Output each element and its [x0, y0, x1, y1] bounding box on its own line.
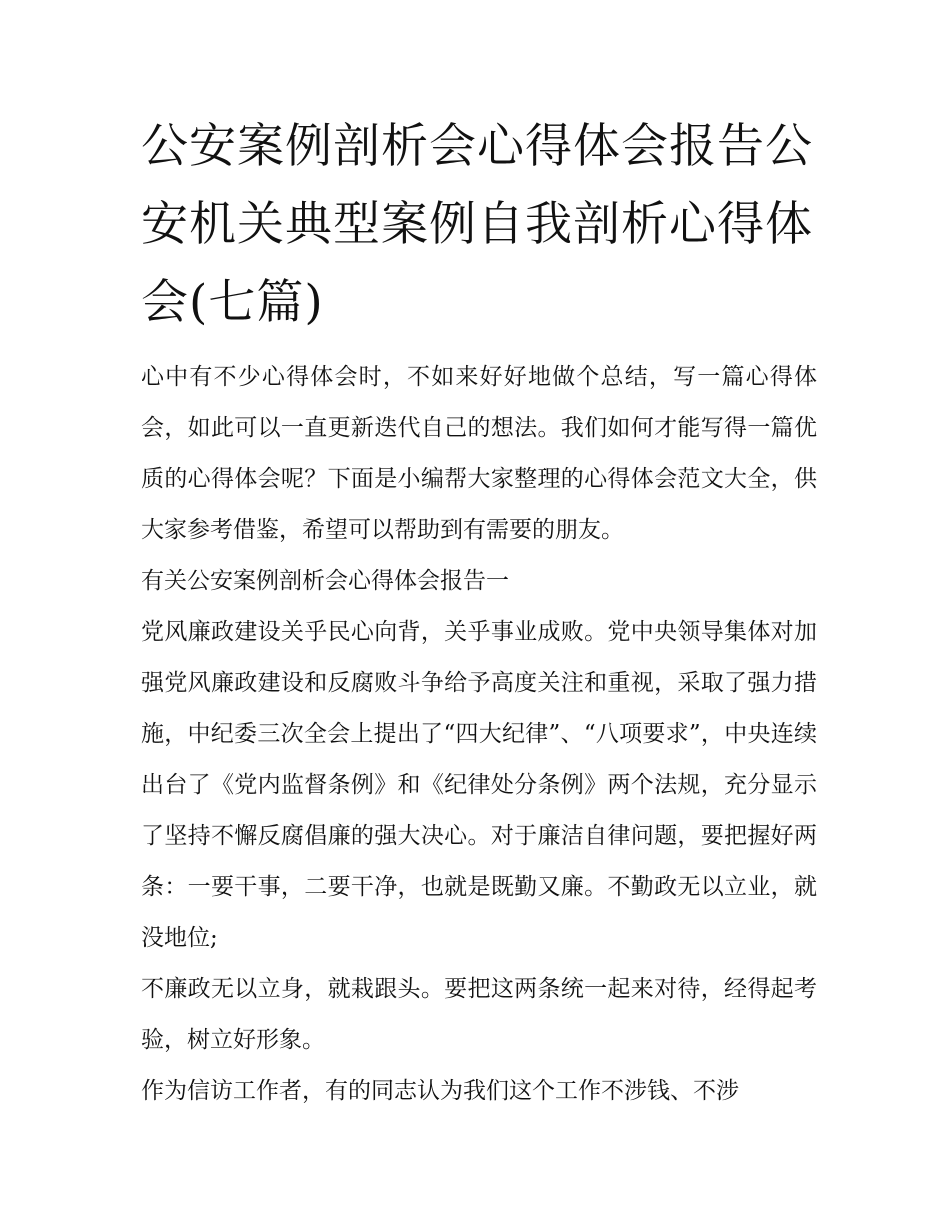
- body-paragraph: 党风廉政建设关乎民心向背，关乎事业成败。党中央领导集体对加强党风廉政建设和反腐败斗争给予高度关注和重视，采取了强力措施，中纪委三次全会上提出了“四大纪律”、“八项要求”，中央连续出台了《党内监督条例》和《纪律处分条例》两个法规，充分显示了坚持不懈反腐倡廉的强大决心。对于廉洁自律问题，要把握好两条：一要干事，二要干净，也就是既勤又廉。不勤政无以立业，就没地位;: [141, 619, 817, 951]
- intro-paragraph: 心中有不少心得体会时，不如来好好地做个总结，写一篇心得体会，如此可以一直更新迭代自己的想法。我们如何才能写得一篇优质的心得体会呢？下面是小编帮大家整理的心得体会范文大全，供大家参考借鉴，希望可以帮助到有需要的朋友。: [141, 364, 817, 543]
- section-heading: 有关公安案例剖析会心得体会报告一: [141, 568, 509, 594]
- document-title: 公安案例剖析会心得体会报告公安机关典型案例自我剖析心得体会(七篇): [141, 119, 813, 330]
- body-paragraph: 作为信访工作者，有的同志认为我们这个工作不涉钱、不涉: [141, 1078, 739, 1104]
- document-page: [141, 108, 817, 1117]
- body-paragraph: 不廉政无以立身，就栽跟头。要把这两条统一起来对待，经得起考验，树立好形象。: [141, 976, 817, 1053]
- document-body: [141, 352, 817, 1117]
